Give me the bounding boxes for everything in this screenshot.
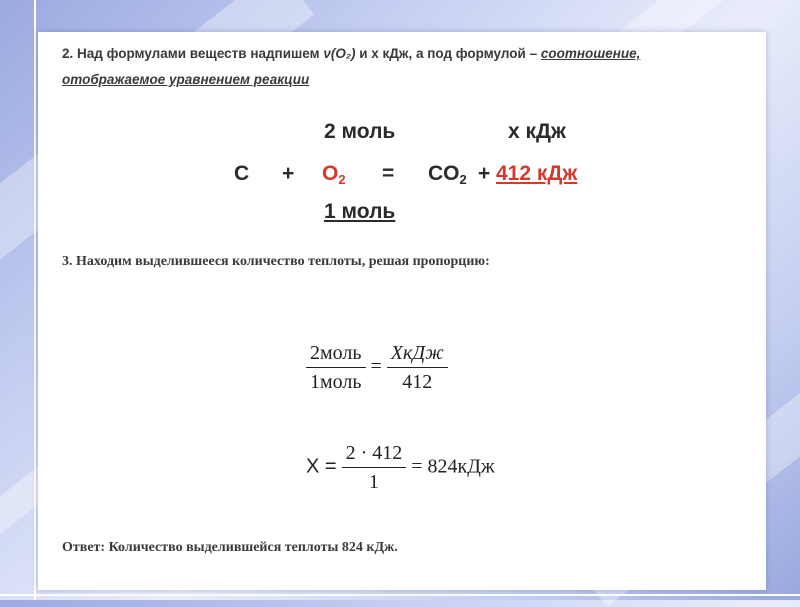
label-above-o2: 2 моль xyxy=(324,120,396,143)
step2-instruction-line2: отображаемое уравнением реакции xyxy=(62,72,310,87)
fraction-right xyxy=(387,342,448,394)
reactant-o2 xyxy=(322,162,346,187)
fraction-left-numerator: 2моль xyxy=(306,342,366,368)
label-below-o2: 1 моль xyxy=(324,200,396,223)
co2-base: CO xyxy=(428,162,460,185)
proportion-equation xyxy=(306,342,448,394)
step2-middle: и x кДж, а под формулой – xyxy=(355,46,541,61)
co2-subscript: 2 xyxy=(459,172,467,187)
step2-underlined: соотношение, xyxy=(540,46,641,61)
step3-instruction: 3. Находим выделившееся количество теплоты, решая пропорцию: xyxy=(62,254,490,269)
fraction-right-denominator: 412 xyxy=(402,371,433,393)
frame-line-bottom xyxy=(0,594,800,596)
product-co2 xyxy=(428,162,467,187)
equals-sign: = xyxy=(382,162,395,185)
step2-instruction xyxy=(62,46,752,61)
step2-formula: ν(O₂) xyxy=(323,46,356,61)
solution-numerator: 2 · 412 xyxy=(342,442,407,468)
solution-lhs: X = xyxy=(306,455,337,478)
answer-text: Ответ: Количество выделившейся теплоты 824 кДж. xyxy=(62,540,398,555)
fraction-left xyxy=(306,342,366,394)
frame-line-left xyxy=(34,0,36,600)
reactant-c: C xyxy=(234,162,250,185)
heat-value: 412 кДж xyxy=(496,162,578,185)
label-above-heat: x кДж xyxy=(508,120,566,143)
proportion-equals: = xyxy=(370,355,382,378)
solution-result: = 824кДж xyxy=(411,455,495,478)
fraction-left-denominator: 1моль xyxy=(310,371,362,393)
plus-sign-2: + xyxy=(478,162,491,185)
slide-content xyxy=(38,32,766,590)
fraction-right-numerator: XкДж xyxy=(387,342,448,368)
o2-subscript: 2 xyxy=(338,172,346,187)
solution-denominator: 1 xyxy=(368,471,379,493)
solution-fraction xyxy=(342,442,407,494)
step2-prefix: 2. Над формулами веществ надпишем xyxy=(62,46,324,61)
o2-base: O xyxy=(322,162,339,185)
solution-equation xyxy=(306,442,495,494)
plus-sign: + xyxy=(282,162,295,185)
